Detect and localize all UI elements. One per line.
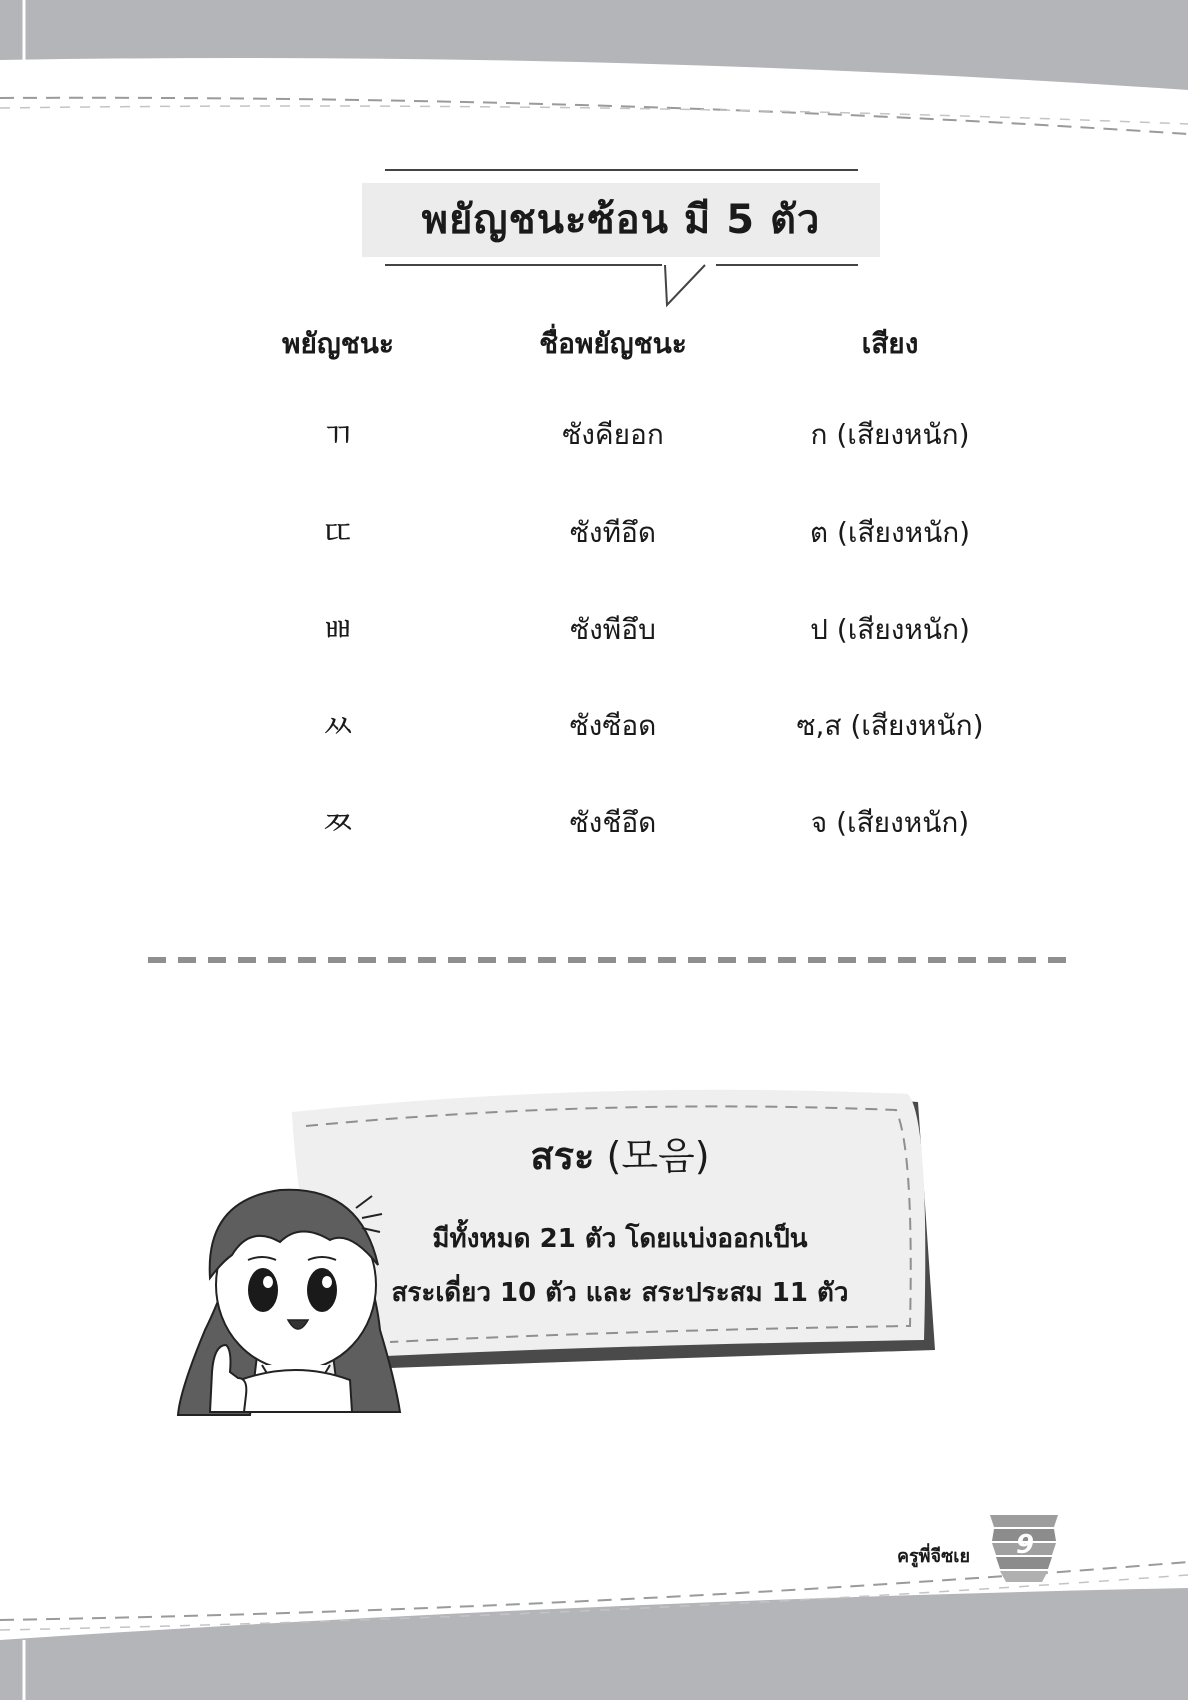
row-letter: ㄲ	[321, 416, 355, 456]
vowel-title	[300, 1125, 940, 1186]
section-title: พยัญชนะซ้อน มี 5 ตัว	[421, 197, 821, 243]
row-name: ซังซีอด	[569, 709, 657, 742]
row-sound: ก (เสียงหนัก)	[810, 418, 970, 451]
column-header-name: ชื่อพยัญชนะ	[539, 327, 687, 360]
page-number: 9	[1015, 1530, 1035, 1560]
row-letter: ㅆ	[321, 707, 355, 747]
row-sound: จ (เสียงหนัก)	[810, 806, 970, 839]
row-letter: ㄸ	[321, 514, 355, 554]
top-band	[0, 0, 1188, 90]
row-name: ซังพีอึบ	[570, 613, 656, 646]
vowel-line-2: สระเดี่ยว 10 ตัว และ สระประสม 11 ตัว	[391, 1278, 849, 1308]
row-sound: ป (เสียงหนัก)	[810, 613, 970, 646]
row-name: ซังคียอก	[562, 418, 664, 451]
footer-author: ครูพี่จีซเย	[896, 1546, 970, 1567]
vowel-title-thai: สระ	[530, 1134, 595, 1178]
title-pointer	[665, 265, 705, 305]
top-dashed-line	[0, 98, 1188, 134]
column-header-letter: พยัญชนะ	[282, 327, 394, 360]
row-letter: ㅉ	[321, 804, 355, 844]
row-letter: ㅃ	[321, 611, 355, 651]
vowel-line-1: มีทั้งหมด 21 ตัว โดยแบ่งออกเป็น	[432, 1224, 808, 1254]
top-dashed-line-2	[0, 106, 1188, 124]
row-sound: ซ,ส (เสียงหนัก)	[796, 709, 984, 742]
row-name: ซังทีอึด	[569, 516, 657, 549]
vowel-title-korean: (모음)	[606, 1134, 710, 1178]
bottom-band	[0, 1588, 1188, 1700]
row-name: ซังชีอึด	[569, 806, 657, 839]
row-sound: ต (เสียงหนัก)	[809, 516, 971, 549]
column-header-sound: เสียง	[861, 327, 919, 360]
